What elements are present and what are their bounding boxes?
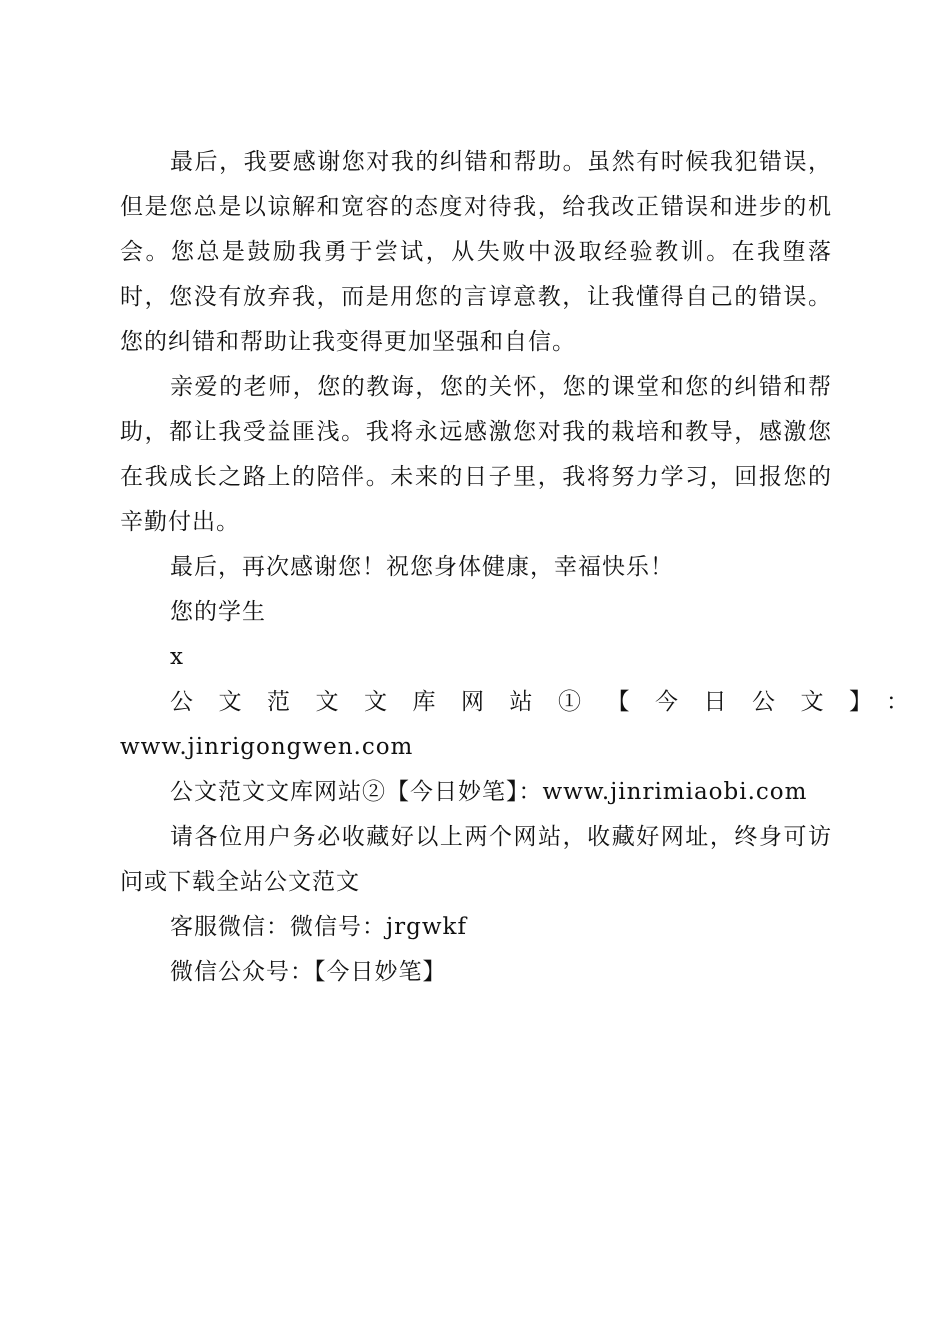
signature-name: x (170, 644, 184, 670)
site2-line[interactable]: 公文范文文库网站②【今日妙笔】：www.jinrimiaobi.com (170, 779, 808, 805)
bookmark-notice: 请各位用户务必收藏好以上两个网站，收藏好网址，终身可访问或下载全站公文范文 (120, 824, 832, 895)
paragraph-dear-teacher: 亲爱的老师，您的教诲，您的关怀，您的课堂和您的纠错和帮助，都让我受益匪浅。我将永远感激您对我的栽培和教导，感激您在我成长之路上的陪伴。未来的日子里，我将努力学习，回报您的辛勤付出。 (120, 374, 832, 535)
document-body (120, 140, 935, 995)
wechat-official-account: 微信公众号：【今日妙笔】 (170, 959, 447, 985)
signature-your-student: 您的学生 (170, 599, 266, 625)
customer-service-wechat: 客服微信：微信号：jrgwkf (170, 914, 467, 940)
site1-label: 公文范文文库网站①【今日公文】： (170, 689, 935, 715)
site1-url-link[interactable]: www.jinrigongwen.com (120, 734, 414, 760)
paragraph-closing-wishes: 最后，再次感谢您！祝您身体健康，幸福快乐！ (170, 554, 674, 580)
paragraph-gratitude-correction: 最后，我要感谢您对我的纠错和帮助。虽然有时候我犯错误，但是您总是以谅解和宽容的态度对待我，给我改正错误和进步的机会。您总是鼓励我勇于尝试，从失败中汲取经验教训。在我堕落时，您没有放弃我，而是用您的言谆意教，让我懂得自己的错误。您的纠错和帮助让我变得更加坚强和自信。 (120, 149, 832, 355)
